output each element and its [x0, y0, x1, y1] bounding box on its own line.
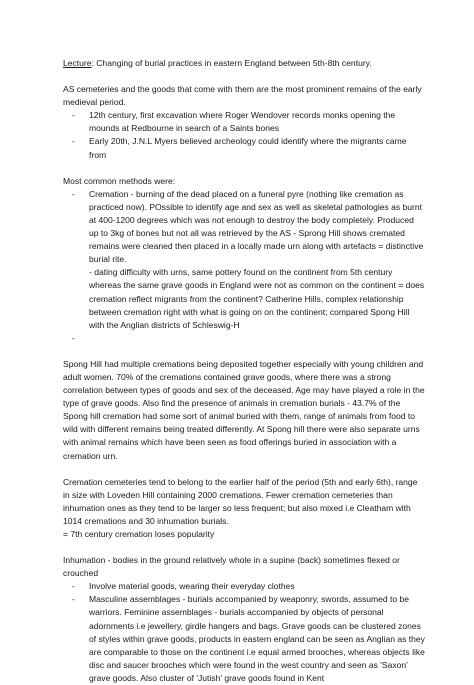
list-item-text: 12th century, first excavation where Roger Wendover records monks opening the mounds at Redbourne in search of a Saints bones [89, 110, 396, 134]
dash-bullet: - [72, 110, 75, 121]
spacer [63, 70, 425, 83]
dash-bullet: - [72, 332, 75, 343]
list-item-text: Masculine assemblages - burials accompanied by weaponry, swords, assumed to be warriors. Feminine assemblages - burials accompanied by objects of personal adornments i.e jewellery, girdle hangers and bags. Grave goods can be clustered zones of styles within grave goods, products in eastern england can be seen as Anglian as they are comparable to those on the continent i.e equal armed brooches, whereas objects like disc and saucer brooches which were found in the west country and seen as 'Saxon' grave goods. Also cluster of 'Jutish' grave goods found in Kent [89, 594, 425, 683]
methods-list [63, 188, 425, 345]
list-item [63, 188, 425, 332]
dash-bullet: - [72, 188, 75, 199]
dash-bullet: - [72, 594, 75, 605]
list-item [63, 332, 425, 345]
lecture-title: : Changing of burial practices in eastern England between 5th-8th century. [91, 58, 372, 68]
spacer [63, 541, 425, 554]
list-item-text: Involve material goods, wearing their everyday clothes [89, 581, 295, 592]
inhumation-paragraph: Inhumation - bodies in the ground relatively whole in a supine (back) sometimes flexed or crouched [63, 555, 400, 579]
intro-list [63, 109, 425, 161]
list-item [63, 135, 425, 161]
spacer [63, 162, 425, 175]
methods-heading: Most common methods were: [63, 175, 176, 186]
list-item [63, 593, 425, 685]
list-item-text: Early 20th, J.N.L Myers believed archeology could identify where the migrants came from [89, 136, 407, 160]
dash-bullet: - [72, 136, 75, 147]
cemeteries-conclusion: = 7th century cremation loses popularity [63, 529, 215, 539]
lecture-heading [63, 57, 425, 70]
document-body [63, 57, 425, 685]
list-item-text: Cremation - burning of the dead placed on a funeral pyre (nothing like cremation as practiced now). POssible to identify age and sex as well as skeletal pathologies as burnt at 400-1200 degrees which was not enough to destroy the body completely. Produced up to 3kg of bones but not all was retrieved by the AS - Sprong Hill shows cremated remains were cleaned then placed in a locally made urn along with artefacts = distinctive burial rite. [89, 188, 424, 265]
intro-paragraph: AS cemeteries and the goods that come with them are the most prominent remains of the early medieval period. [63, 84, 422, 108]
list-item-text: - dating difficulty with urns, same pottery found on the continent from 5th century whereas the same grave goods in England were not as common on the continent = does cremation reflect migrants from the continent? Catherine Hills, complex relationship between cremation right with what is going on on the continent; compared Spong Hill with the Anglian districts of Schleswig-H [89, 267, 425, 330]
dash-bullet: - [72, 581, 75, 592]
spacer [63, 463, 425, 476]
spacer [63, 345, 425, 358]
list-item [63, 580, 425, 593]
lecture-label: Lecture [63, 58, 92, 68]
spong-hill-paragraph: Spong Hill had multiple cremations being deposited together especially with young children and adult women. 70% of the cremations contained grave goods, where there was a strong correlation between types of goods and sex of the deceased. Age may have played a role in the type of grave goods. Also find the presence of animals in cremation burials - 43.7% of the Spong hill cremation had some sort of animal buried with them, range of animals from food to wild with different remains being treated differently. At Spong hill there were also separate urns with animal remains which have been seen as food offerings buried in association with a cremation urn. [63, 358, 425, 461]
list-item [63, 109, 425, 135]
inhumation-list [63, 580, 425, 685]
cemeteries-paragraph: Cremation cemeteries tend to belong to the earlier half of the period (5th and early 6th), range in size with Loveden Hill containing 2000 cremations. Fewer cremation cemeteries than inhumation ones as they tend to be larger so less frequent; but also mixed i.e Cleatham with 1014 cremations and 30 inhumation burials. [63, 476, 418, 526]
